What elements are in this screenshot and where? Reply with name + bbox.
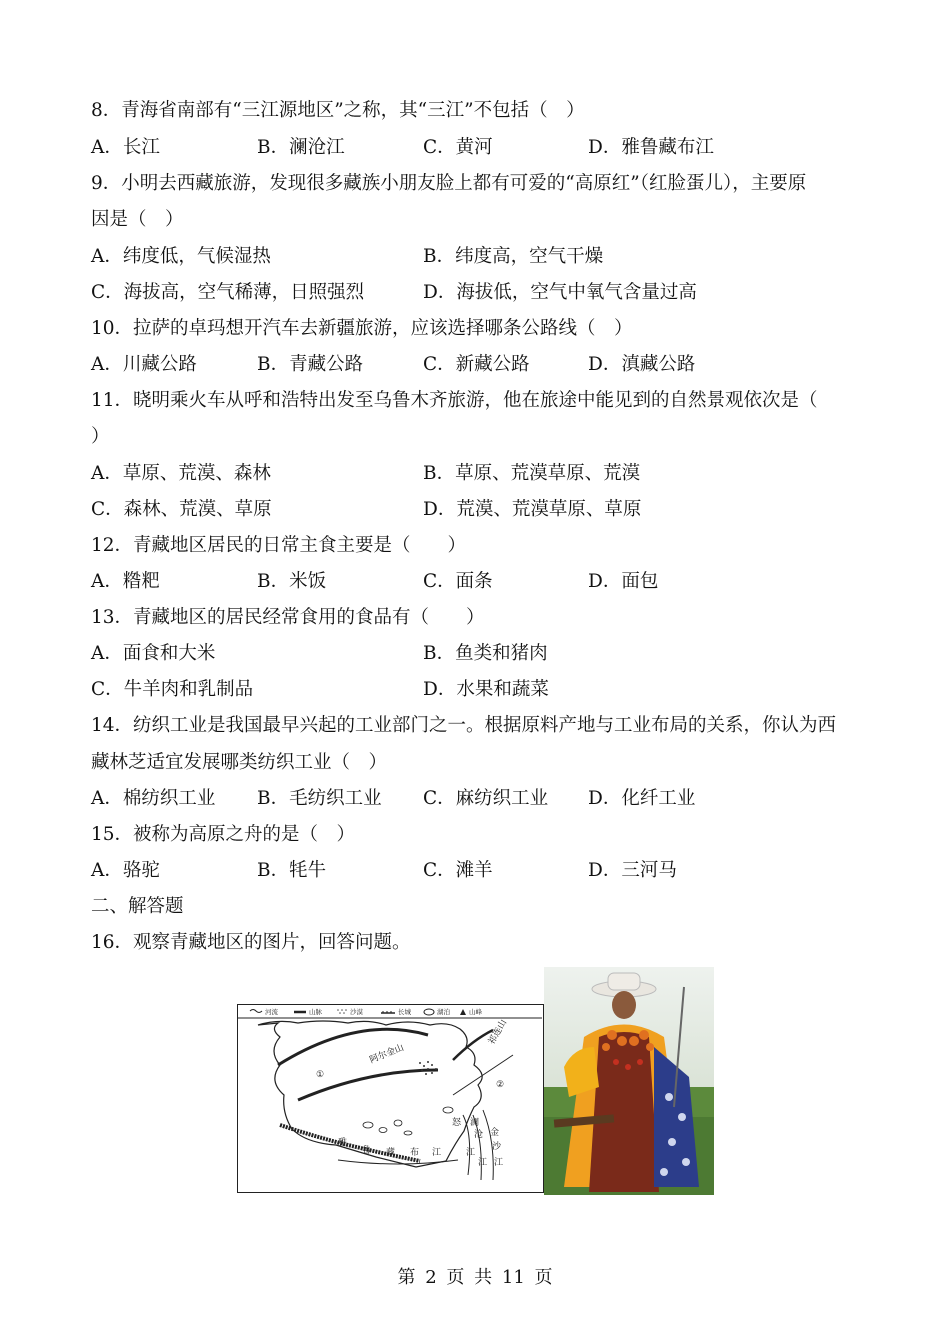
- q14-option-d: D．化纤工业: [588, 788, 696, 809]
- q14-option-b: B．毛纺织工业: [257, 788, 382, 809]
- tibetan-man-photo: [544, 967, 714, 1195]
- q11-option-c: C．森林、荒漠、草原: [91, 499, 272, 520]
- q8-option-c: C．黄河: [423, 137, 493, 158]
- label-altun: 阿尔金山: [368, 1042, 406, 1065]
- footer-mid: 页: [446, 1267, 465, 1288]
- q10-stem: 10．拉萨的卓玛想开汽车去新疆旅游，应该选择哪条公路线（ ）: [91, 318, 633, 339]
- footer-pre: 第: [397, 1267, 416, 1288]
- q10-option-d: D．滇藏公路: [588, 354, 696, 375]
- q16-stem: 16．观察青藏地区的图片，回答问题。: [91, 932, 411, 953]
- q14-stem-line1: 14．纺织工业是我国最早兴起的工业部门之一。根据原料产地与工业布局的关系，你认为西: [91, 715, 837, 736]
- legend-greatwall-label: 长城: [398, 1009, 411, 1016]
- label-jinsha-2: 沙: [492, 1141, 502, 1151]
- page-footer: [0, 1266, 950, 1290]
- q11-stem-line1: 11．晓明乘火车从呼和浩特出发至乌鲁木齐旅游，他在旅途中能见到的自然景观依次是（: [91, 390, 818, 411]
- footer-page-number: 2: [425, 1267, 437, 1288]
- label-lancang-1: 澜: [470, 1117, 480, 1127]
- q12-stem: 12．青藏地区居民的日常主食主要是（ ）: [91, 535, 467, 556]
- label-yarlung-3: 藏: [386, 1147, 396, 1157]
- q12-option-a: A．糌粑: [91, 571, 160, 592]
- legend-lake-label: 湖泊: [437, 1009, 450, 1016]
- label-yarlung-1: 雅: [338, 1137, 348, 1147]
- q11-option-b: B．草原、荒漠草原、荒漠: [423, 463, 641, 484]
- q10-option-c: C．新藏公路: [423, 354, 530, 375]
- lakes: [363, 1107, 453, 1135]
- legend-river-label: 河流: [265, 1009, 278, 1016]
- q14-option-a: A．棉纺织工业: [91, 788, 216, 809]
- desert-area: [419, 1061, 437, 1075]
- q9-option-c: C．海拔高，空气稀薄，日照强烈: [91, 282, 365, 303]
- map-svg: [238, 1005, 542, 1191]
- q9-option-d: D．海拔低，空气中氧气含量过高: [423, 282, 697, 303]
- q15-option-d: D．三河马: [588, 860, 677, 881]
- footer-total-pages: 11: [501, 1267, 525, 1288]
- q9-option-a: A．纬度低，气候湿热: [91, 246, 271, 267]
- q13-option-d: D．水果和蔬菜: [423, 679, 549, 700]
- label-jinsha-3: 江: [494, 1157, 504, 1167]
- q9-stem-line1: 9．小明去西藏旅游，发现很多藏族小朋友脸上都有可爱的“高原红”（红脸蛋儿），主要原: [91, 173, 807, 194]
- q14-option-c: C．麻纺织工业: [423, 788, 549, 809]
- q15-stem: 15．被称为高原之舟的是（ ）: [91, 824, 356, 845]
- q15-option-a: A．骆驼: [91, 860, 160, 881]
- label-lancang-2: 沧: [474, 1129, 484, 1139]
- label-marker-2: ②: [496, 1079, 505, 1089]
- footer-mid2: 共: [474, 1267, 493, 1288]
- q13-option-c: C．牛羊肉和乳制品: [91, 679, 254, 700]
- q11-stem-line2: ）: [91, 426, 110, 447]
- label-marker-1: ①: [316, 1069, 325, 1079]
- label-lancang-3: 江: [478, 1157, 488, 1167]
- label-nujiang-2: 江: [466, 1147, 476, 1157]
- q11-option-a: A．草原、荒漠、森林: [91, 463, 271, 484]
- q9-option-b: B．纬度高，空气干燥: [423, 246, 604, 267]
- q8-option-a: A．长江: [91, 137, 160, 158]
- label-yarlung-4: 布: [410, 1147, 420, 1157]
- label-nujiang-1: 怒: [452, 1117, 462, 1127]
- legend-peak-label: 山峰: [469, 1009, 482, 1016]
- label-qilian: 祁连山: [486, 1017, 509, 1046]
- q12-option-c: C．面条: [423, 571, 493, 592]
- q8-option-d: D．雅鲁藏布江: [588, 137, 714, 158]
- q9-stem-line2: 因是（ ）: [91, 209, 184, 230]
- legend-river-icon: [250, 1010, 262, 1013]
- q15-option-c: C．滩羊: [423, 860, 493, 881]
- q14-stem-line2: 藏林芝适宜发展哪类纺织工业（ ）: [91, 752, 388, 773]
- q10-option-a: A．川藏公路: [91, 354, 197, 375]
- qilian-mountain-line: [453, 1030, 493, 1060]
- legend-peak-icon: [460, 1009, 466, 1015]
- q13-stem: 13．青藏地区的居民经常食用的食品有（ ）: [91, 607, 485, 628]
- q15-option-b: B．牦牛: [257, 860, 327, 881]
- q11-option-d: D．荒漠、荒漠草原、草原: [423, 499, 642, 520]
- q12-option-b: B．米饭: [257, 571, 327, 592]
- legend-desert-label: 沙漠: [350, 1009, 363, 1016]
- label-yarlung-5: 江: [432, 1147, 442, 1157]
- altun-mountain-line: [278, 1029, 428, 1065]
- qinghai-tibet-map: [237, 1004, 544, 1193]
- label-jinsha-1: 金: [490, 1127, 500, 1137]
- q13-option-b: B．鱼类和猪肉: [423, 643, 548, 664]
- q13-option-a: A．面食和大米: [91, 643, 216, 664]
- legend-mountain-label: 山脉: [309, 1009, 322, 1016]
- legend-lake-icon: [424, 1009, 434, 1015]
- q8-option-b: B．澜沧江: [257, 137, 345, 158]
- footer-post: 页: [534, 1267, 553, 1288]
- q12-option-d: D．面包: [588, 571, 659, 592]
- legend-desert-icon: [337, 1009, 347, 1014]
- label-yarlung-2: 鲁: [362, 1145, 372, 1155]
- q8-stem: 8．青海省南部有“三江源地区”之称，其“三江”不包括（ ）: [91, 100, 585, 121]
- section-title: 二、解答题: [91, 896, 184, 917]
- q10-option-b: B．青藏公路: [257, 354, 364, 375]
